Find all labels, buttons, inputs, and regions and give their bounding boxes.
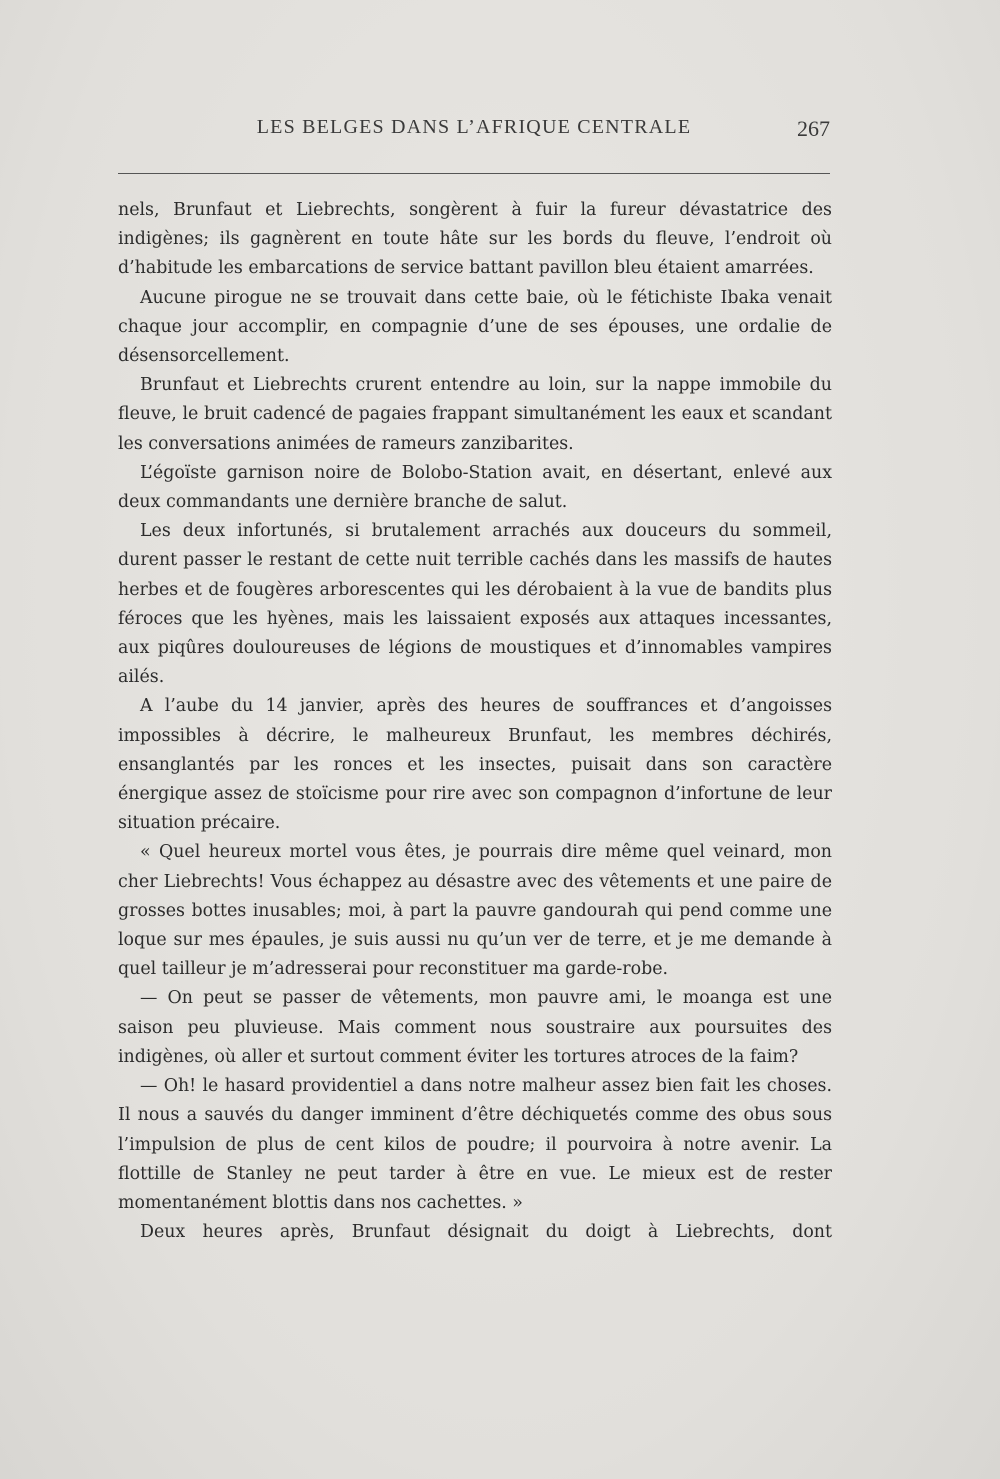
page-number: 267 — [797, 116, 830, 141]
paragraph: Deux heures après, Brunfaut désignait du doigt à Liebrechts, dont — [140, 1222, 832, 1243]
running-title: LES BELGES DANS L’AFRIQUE CENTRALE — [256, 116, 692, 138]
paragraph: « Quel heureux mortel vous êtes, je pourrais dire même quel veinard, mon cher Liebrechts! Vous échappez au désastre avec des vêtements et une paire de grosses bottes inusables; moi, à part la pauvre gandourah qui pend comme une loque sur mes épaules, je suis aussi nu qu’un ver de terre, et je me demande à quel tailleur je m’adresserai pour reconstituer ma garde-robe. — [118, 842, 832, 980]
paragraph: L’égoïste garnison noire de Bolobo-Station avait, en désertant, enlevé aux deux commandants une dernière branche de salut. — [118, 462, 832, 513]
header-rule — [118, 173, 830, 174]
paragraph: Brunfaut et Liebrechts crurent entendre au loin, sur la nappe immobile du fleuve, le bruit cadencé de pagaies frappant simultanément les eaux et scandant les conversations animées de rameurs zanzibarites. — [118, 375, 832, 454]
running-head — [118, 116, 830, 146]
paragraph: nels, Brunfaut et Liebrechts, songèrent à fuir la fureur dévastatrice des indigènes; ils gagnèrent en toute hâte sur les bords du fleuve, l’endroit où d’habitude les embarcations de service battant pavillon bleu étaient amarrées. — [118, 200, 832, 279]
body-text — [118, 196, 832, 1247]
paragraph: — Oh! le hasard providentiel a dans notre malheur assez bien fait les choses. Il nous a sauvés du danger imminent d’être déchiquetés comme des obus sous l’impulsion de plus de cent kilos de poudre; il pourvoira à notre avenir. La flottille de Stanley ne peut tarder à être en vue. Le mieux est de rester momentanément blottis dans nos cachettes. » — [118, 1076, 832, 1213]
paragraph: Aucune pirogue ne se trouvait dans cette baie, où le fétichiste Ibaka venait chaque jour accomplir, en compagnie d’une de ses épouses, une ordalie de désensorcellement. — [118, 287, 832, 367]
paragraph: — On peut se passer de vêtements, mon pauvre ami, le moanga est une saison peu pluvieuse. Mais comment nous soustraire aux poursuites des indigènes, où aller et surtout comment éviter les tortures atroces de la faim? — [118, 988, 832, 1067]
paragraph: A l’aube du 14 janvier, après des heures de souffrances et d’angoisses impossibles à décrire, le malheureux Brunfaut, les membres déchirés, ensanglantés par les ronces et les insectes, puisait dans son caractère énergique assez de stoïcisme pour rire avec son compagnon d’infortune de leur situation précaire. — [118, 696, 832, 834]
paragraph: Les deux infortunés, si brutalement arrachés aux douceurs du sommeil, durent passer le restant de cette nuit terrible cachés dans les massifs de hautes herbes et de fougères arborescentes qui les dérobaient à la vue de bandits plus féroces que les hyènes, mais les laissaient exposés aux attaques incessantes, aux piqûres douloureuses de légions de moustiques et d’innomables vampires ailés. — [118, 521, 832, 688]
